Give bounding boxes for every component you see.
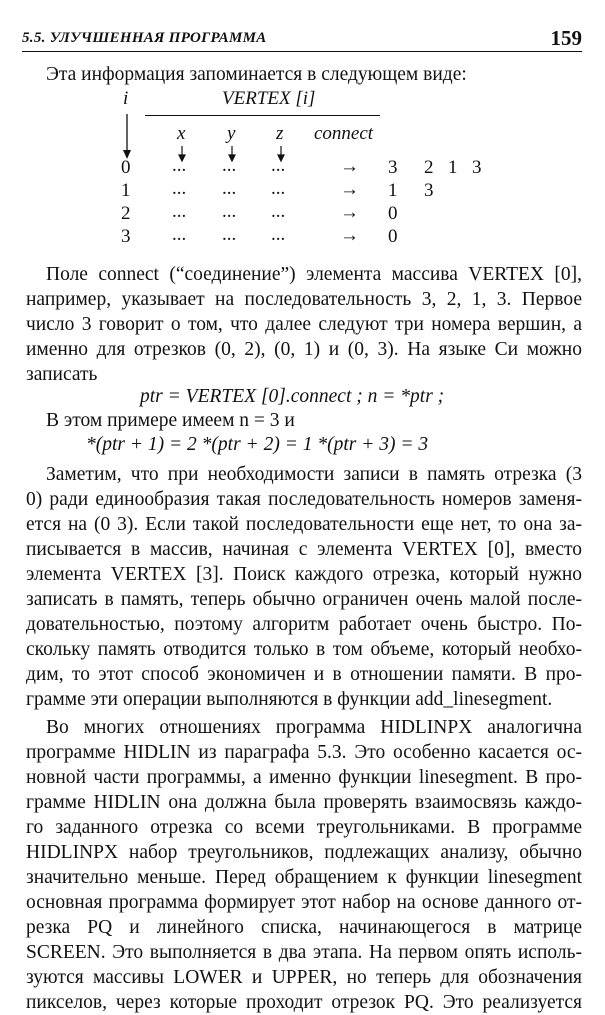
formula-ptr-values: *(ptr + 1) = 2 *(ptr + 2) = 1 *(ptr + 3) = 3 xyxy=(86,434,429,455)
row-1-z: ... xyxy=(271,178,286,199)
paragraph-line: Во многих отношениях программа HIDLINPX аналогична xyxy=(46,717,582,738)
paragraph-line: Заметим, что при необходимости записи в память отрезка (3 xyxy=(46,464,582,485)
paragraph-line: 0) ради единообразия такая последовательность номеров заменя- xyxy=(26,489,582,510)
table-rule xyxy=(145,115,380,116)
paragraph-line: довательностью, поэтому алгоритм работает очень быстро. По- xyxy=(26,614,582,635)
paragraph-line: писывается в массив, начиная с элемента VERTEX [0], вместо xyxy=(26,539,582,560)
row-0-index: 0 xyxy=(121,157,131,178)
paragraph-line: резка PQ и линейного списка, начинающегося в матрице xyxy=(26,917,582,938)
row-3-y: ... xyxy=(222,224,237,245)
row-1-value-1: 3 xyxy=(424,180,434,201)
paragraph-line-cut: пикселов, через которые проходит отрезок PQ. Это реализуется xyxy=(26,992,582,1013)
row-0-x: ... xyxy=(172,155,187,176)
paragraph-line: ется на (0 3). Если такой последовательности еще нет, то она за- xyxy=(26,514,582,535)
row-0-value-0: 3 xyxy=(388,157,398,178)
row-2-value-0: 0 xyxy=(388,203,398,224)
header-rule xyxy=(22,51,582,52)
paragraph-line: го заданного отрезка со всеми треугольниками. В программе xyxy=(26,817,582,838)
paragraph-line: SCREEN. Это выполняется в два этапа. На первом опять исполь- xyxy=(26,942,582,963)
paragraph-line: программе HIDLIN из параграфа 5.3. Это особенно касается ос- xyxy=(26,742,582,763)
running-header xyxy=(22,26,582,52)
row-1-value-0: 1 xyxy=(388,180,398,201)
page-number: 159 xyxy=(550,26,582,50)
paragraph-line: скольку память отводится только в том объеме, который необхо- xyxy=(26,639,582,660)
column-connect: connect xyxy=(314,123,374,144)
paragraph-line: грамме HIDLIN она должна была проверять взаимосвязь каждо- xyxy=(26,792,582,813)
example-line: В этом примере имеем n = 3 и xyxy=(46,410,295,431)
row-1-x: ... xyxy=(172,178,187,199)
paragraph-line: основная программа формирует этот набор на основе данного от- xyxy=(26,892,582,913)
column-x: x xyxy=(177,123,186,144)
paragraph-line: HIDLINPX набор треугольников, подлежащих анализу, обычно xyxy=(26,842,582,863)
index-arrow-icon xyxy=(120,114,134,160)
row-0-value-3: 3 xyxy=(472,157,482,178)
paragraph-line: число 3 говорит о том, что далее следуют три номера вершин, а xyxy=(26,314,582,335)
paragraph-line: Поле connect (“соединение”) элемента массива VERTEX [0], xyxy=(46,264,582,285)
row-1-arrow: → xyxy=(340,179,359,200)
row-0-arrow: → xyxy=(340,156,359,177)
index-label: i xyxy=(123,88,129,109)
row-2-index: 2 xyxy=(121,203,131,224)
paragraph-line: элемента VERTEX [3]. Поиск каждого отрезка, который нужно xyxy=(26,564,582,585)
row-2-arrow: → xyxy=(340,202,359,223)
row-3-arrow: → xyxy=(340,225,359,246)
row-0-z: ... xyxy=(271,155,286,176)
row-3-value-0: 0 xyxy=(388,226,398,247)
row-3-index: 3 xyxy=(121,226,131,247)
row-1-index: 1 xyxy=(121,180,131,201)
row-2-x: ... xyxy=(172,201,187,222)
paragraph-line: дим, то этот способ экономичен и в отношении памяти. В про- xyxy=(26,664,582,685)
paragraph-line: новной части программы, а именно функции linesegment. В про- xyxy=(26,767,582,788)
paragraph-line: записать xyxy=(26,364,98,385)
row-0-value-1: 2 xyxy=(424,157,434,178)
intro-text: Эта информация запоминается в следующем виде: xyxy=(46,64,467,85)
paragraph-line: именно для отрезков (0, 2), (0, 1) и (0, 3). На языке Си можно xyxy=(26,339,582,360)
row-3-x: ... xyxy=(172,224,187,245)
row-1-y: ... xyxy=(222,178,237,199)
row-2-y: ... xyxy=(222,201,237,222)
paragraph-line: грамме эти операции выполняются в функции add_linesegment. xyxy=(26,689,553,710)
row-0-y: ... xyxy=(222,155,237,176)
column-y: y xyxy=(227,123,236,144)
paragraph-line: зуются массивы LOWER и UPPER, но теперь для обозначения xyxy=(26,967,582,988)
array-label: VERTEX [i] xyxy=(222,88,316,109)
paragraph-line: записать в память, теперь обычно ограничен очень малой после- xyxy=(26,589,582,610)
paragraph-line: значительно меньше. Перед обращением к функции linesegment xyxy=(26,867,582,888)
paragraph-line: например, указывает на последовательность 3, 2, 1, 3. Первое xyxy=(26,289,582,310)
section-title: 5.5. УЛУЧШЕННАЯ ПРОГРАММА xyxy=(22,30,267,46)
column-z: z xyxy=(276,123,284,144)
row-0-value-2: 1 xyxy=(448,157,458,178)
row-3-z: ... xyxy=(271,224,286,245)
formula-ptr: ptr = VERTEX [0].connect ; n = *ptr ; xyxy=(140,386,445,407)
row-2-z: ... xyxy=(271,201,286,222)
